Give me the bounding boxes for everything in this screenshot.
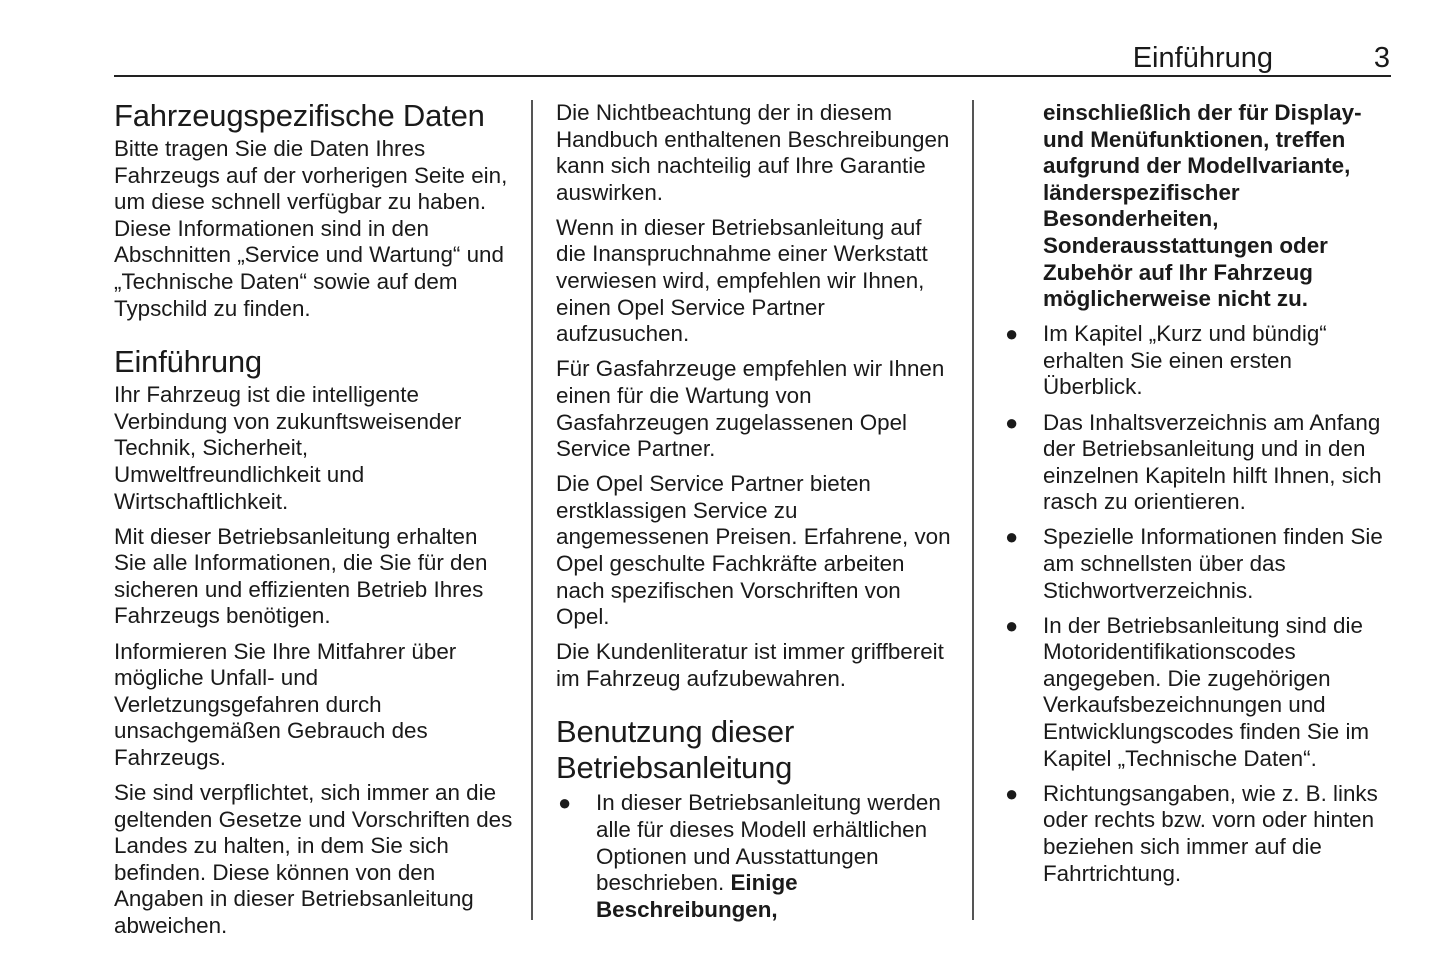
paragraph-intro-2: Mit dieser Betriebsanleitung erhalten Sie alle Informationen, die Sie für den sicheren und effizienten Betrieb Ihres Fahrzeugs benötigen. [114,523,488,629]
bullet-text-bold: Einige Beschreibungen, [596,870,798,922]
section-heading-using-manual-line1: Benutzung dieser [556,714,795,750]
list-item [1003,321,1395,401]
paragraph-customer-literature: Die Kundenliteratur ist immer griffbereit im Fahrzeug aufzubewahren. [556,639,944,691]
bullet-continuation-bold: einschließlich der für Display- und Menüfunktionen, treffen aufgrund der Modellvariante, länderspezifischer Besonderheiten, Sonderausstattungen oder Zubehör auf Ihr Fahrzeug möglicherweise nicht zu. [1043,100,1362,312]
bullet-text: Spezielle Informationen finden Sie am schnellsten über das Stichwortverzeichnis. [1043,524,1383,603]
section-heading-using-manual [556,714,956,786]
header-divider [114,75,1391,77]
list-item [1003,524,1395,604]
bullet-list-continued [1003,321,1395,887]
list-item [1003,781,1395,887]
list-item [1003,410,1395,516]
page-number: 3 [1373,42,1390,74]
bullet-icon: ● [1005,524,1019,550]
paragraph-intro-4: Sie sind verpflichtet, sich immer an die geltenden Gesetze und Vorschriften des Landes zu halten, in dem Sie sich befinden. Diese können von den Angaben in dieser Betriebsanleitung abweichen. [114,779,513,938]
paragraph-intro-1: Ihr Fahrzeug ist die intelligente Verbindung von zukunftsweisender Technik, Sicherheit, Umweltfreundlichkeit und Wirtschaftlichkeit. [114,382,462,514]
paragraph-workshop: Wenn in dieser Betriebsanleitung auf die Inanspruchnahme einer Werkstatt verwiesen wird, empfehlen wir Ihnen, einen Opel Service Partner aufzusuchen. [556,214,928,347]
paragraph-warranty: Die Nichtbeachtung der in diesem Handbuch enthaltenen Beschreibungen kann sich nachteilig auf Ihre Garantie auswirken. [556,100,950,205]
bullet-text: Das Inhaltsverzeichnis am Anfang der Betriebsanleitung und in den einzelnen Kapiteln hilft Ihnen, sich rasch zu orientieren. [1043,409,1382,515]
paragraph-service-partner: Die Opel Service Partner bieten erstklassigen Service zu angemessenen Preisen. Erfahrene, von Opel geschulte Fachkräfte arbeiten nach spezifischen Vorschriften von Opel. [556,471,951,630]
paragraph-intro-3: Informieren Sie Ihre Mitfahrer über mögliche Unfall- und Verletzungsgefahren durch unsachgemäßen Gebrauch des Fahrzeugs. [114,638,457,770]
list-item [556,790,956,923]
list-item [1003,613,1395,773]
bullet-icon: ● [1005,321,1019,347]
paragraph-vehicle-data: Bitte tragen Sie die Daten Ihres Fahrzeugs auf der vorherigen Seite ein, um diese schnell verfügbar zu haben. Diese Informationen sind in den Abschnitten „Service und Wartung“ und „Technische Daten“ sowie auf dem Typschild zu finden. [114,136,508,321]
paragraph-gas-vehicles: Für Gasfahrzeuge empfehlen wir Ihnen einen für die Wartung von Gasfahrzeugen zugelassenen Opel Service Partner. [556,356,945,462]
running-header-title: Einführung [1132,42,1273,74]
column-1 [114,98,514,948]
column-3 [1003,100,1395,896]
bullet-text: In dieser Betriebsanleitung werden alle für dieses Modell erhältlichen Optionen und Ausstattungen beschrieben. [596,790,941,896]
bullet-text: In der Betriebsanleitung sind die Motoridentifikationscodes angegeben. Die zugehörigen Verkaufsbezeichnungen und Entwicklungscodes finden Sie im Kapitel „Technische Daten“. [1043,612,1370,771]
bullet-icon: ● [1005,612,1019,638]
bullet-icon: ● [558,790,572,816]
column-divider-1 [531,100,533,920]
bullet-text: Im Kapitel „Kurz und bündig“ erhalten Sie einen ersten Überblick. [1043,321,1327,400]
bullet-list-using-manual [556,790,956,923]
column-divider-2 [972,100,974,920]
bullet-icon: ● [1005,780,1019,806]
bullet-icon: ● [1005,409,1019,435]
column-2 [556,100,956,932]
section-heading-introduction: Einführung [114,344,262,380]
section-heading-vehicle-data: Fahrzeugspezifische Daten [114,98,485,133]
section-heading-using-manual-line2: Betriebsanleitung [556,750,793,786]
bullet-text: Richtungsangaben, wie z. B. links oder rechts bzw. vorn oder hinten beziehen sich immer auf die Fahrtrichtung. [1043,780,1378,886]
